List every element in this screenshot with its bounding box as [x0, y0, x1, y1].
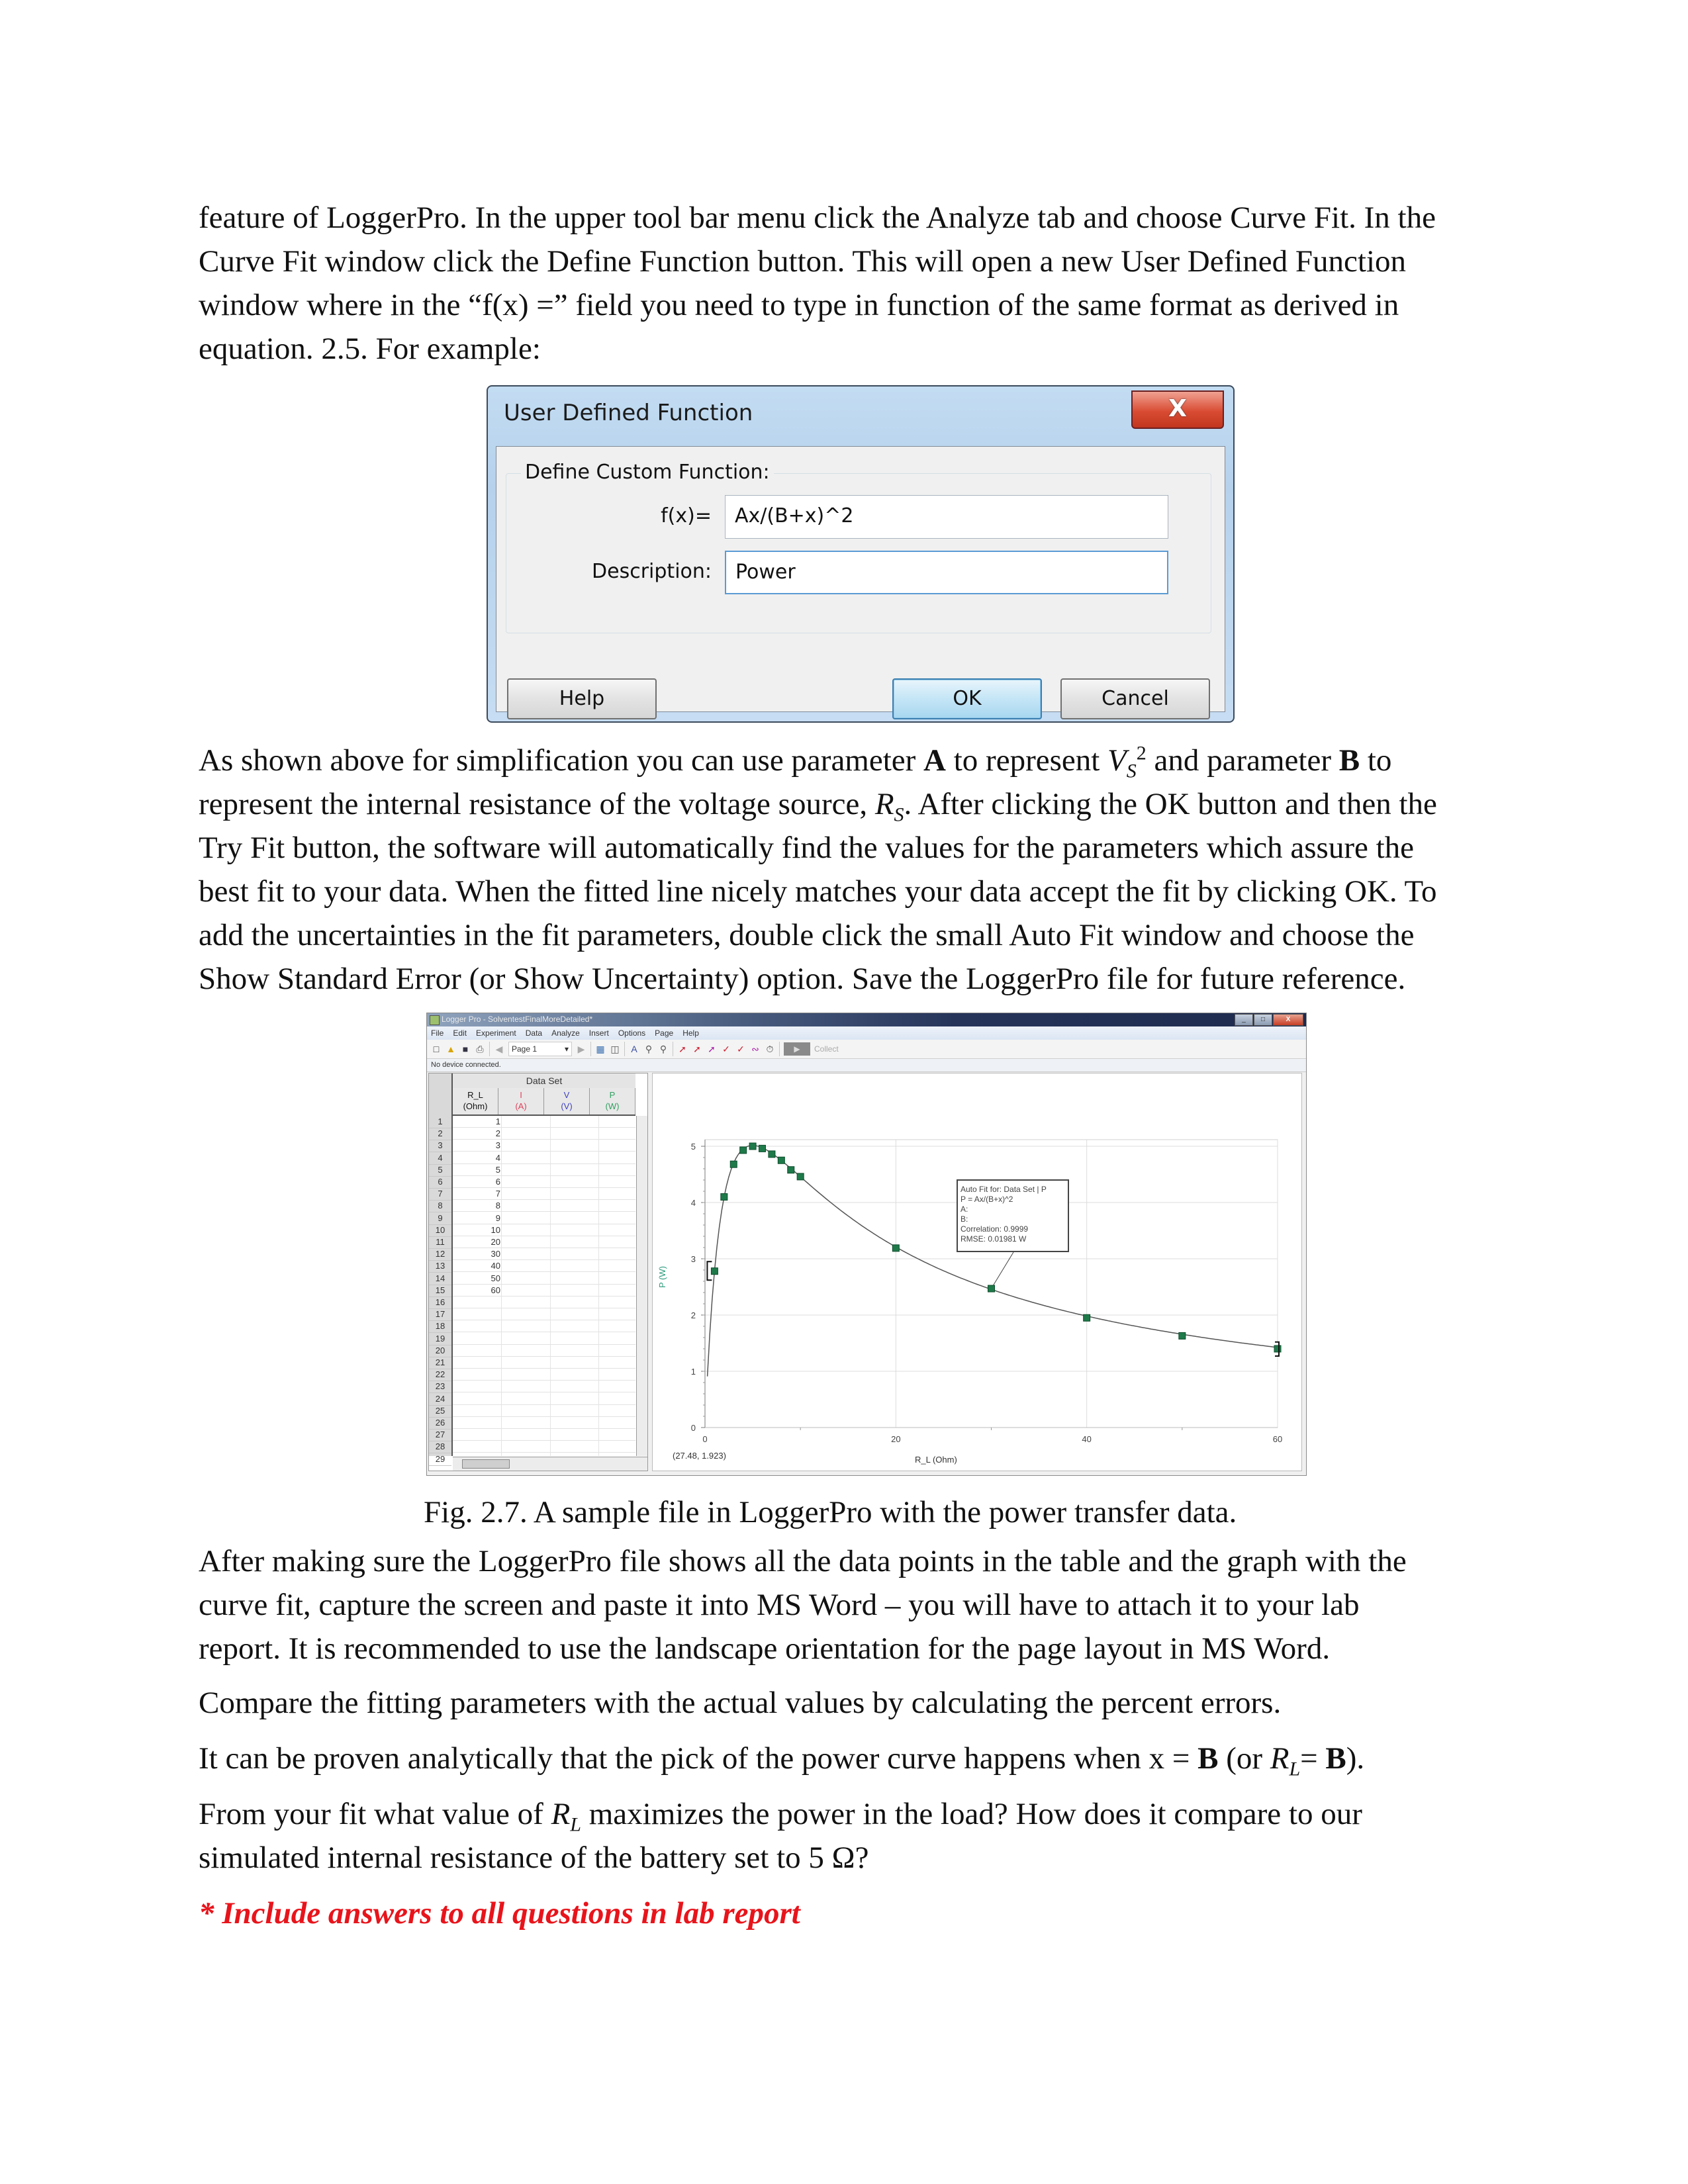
row-number[interactable]: 21 [429, 1357, 451, 1369]
text: represent the internal resistance of the voltage source, [199, 787, 875, 821]
param-b: B [1197, 1741, 1219, 1776]
description-input[interactable]: Power [725, 551, 1168, 594]
fit-title: Auto Fit for: Data Set | P [961, 1185, 1047, 1194]
column-headers [453, 1088, 635, 1116]
text: = [1300, 1741, 1326, 1776]
table-icon[interactable]: ▦ [596, 1044, 605, 1054]
print-icon[interactable]: ⎙ [476, 1044, 484, 1054]
table-cell[interactable]: 9 [495, 1212, 500, 1223]
zoom-in-icon[interactable]: ⚲ [645, 1044, 653, 1054]
row-number[interactable]: 12 [429, 1248, 451, 1261]
row-number[interactable]: 10 [429, 1224, 451, 1237]
text: . After clicking the OK button and then the [904, 787, 1437, 821]
column-header-v[interactable] [544, 1088, 590, 1115]
fit-rmse: RMSE: 0.01981 W [961, 1234, 1027, 1244]
subscript: L [570, 1813, 581, 1836]
next-page-icon[interactable]: ▶ [577, 1044, 585, 1054]
row-gridline [453, 1452, 635, 1453]
close-icon: X [1168, 395, 1187, 422]
table-cell[interactable]: 3 [495, 1140, 500, 1151]
column-header-rl[interactable] [453, 1088, 498, 1115]
text-line [199, 739, 1516, 782]
minimize-button[interactable]: _ [1235, 1014, 1253, 1026]
text-line: Curve Fit window click the Define Function button. This will open a new User Defined Function [199, 244, 1407, 279]
table-cell[interactable]: 6 [495, 1177, 500, 1187]
row-number[interactable]: 15 [429, 1285, 451, 1297]
column-unit: (W) [605, 1101, 620, 1111]
column-name: I [520, 1090, 522, 1100]
menu-bar [427, 1026, 1306, 1040]
data-point [1179, 1332, 1186, 1339]
toolbar [427, 1040, 1306, 1059]
data-point [1274, 1345, 1281, 1352]
row-number[interactable]: 9 [429, 1212, 451, 1225]
table-cell[interactable]: 7 [495, 1189, 500, 1199]
cancel-button[interactable]: Cancel [1060, 678, 1210, 719]
text: (or [1218, 1741, 1270, 1776]
y-tick-label: 0 [690, 1423, 696, 1433]
rs-symbol [874, 787, 904, 826]
column-unit: (Ohm) [463, 1101, 488, 1111]
y-axis-label[interactable]: P (W) [657, 1266, 667, 1288]
data-table [428, 1073, 648, 1471]
text: to [1360, 743, 1392, 778]
scrollbar-thumb[interactable] [462, 1459, 510, 1469]
explanation-paragraph [199, 739, 1516, 1001]
rl-symbol [551, 1797, 581, 1836]
param-a: A [923, 743, 946, 778]
autoscale-icon[interactable]: A [631, 1044, 637, 1054]
text: R [551, 1797, 571, 1831]
column-unit: (A) [515, 1101, 527, 1111]
column-divider [598, 1116, 599, 1456]
table-cell[interactable]: 60 [491, 1285, 500, 1295]
meter-icon[interactable]: ◫ [610, 1044, 620, 1054]
row-number-column [429, 1073, 453, 1464]
y-tick-label: 4 [690, 1198, 696, 1208]
text-line: After making sure the LoggerPro file shows all the data points in the table and the graph with the [199, 1544, 1407, 1578]
close-button[interactable] [1131, 390, 1224, 429]
column-unit: (V) [561, 1101, 573, 1111]
data-point [769, 1151, 775, 1158]
row-number[interactable]: 29 [429, 1453, 451, 1466]
table-cell[interactable]: 8 [495, 1201, 500, 1211]
row-number[interactable]: 23 [429, 1381, 451, 1393]
menu-data[interactable]: Data [525, 1028, 543, 1038]
data-point [788, 1167, 794, 1173]
fx-label: f(x)= [661, 504, 712, 527]
subscript: S [1126, 760, 1137, 782]
superscript: 2 [1136, 742, 1147, 764]
row-number[interactable]: 24 [429, 1393, 451, 1406]
data-point [778, 1157, 784, 1163]
column-name: P [609, 1090, 616, 1100]
text: V [1107, 743, 1127, 778]
text-line: curve fit, capture the screen and paste it into MS Word – you will have to attach it to your lab [199, 1588, 1360, 1622]
table-cell[interactable]: 40 [491, 1261, 500, 1271]
x-tick-label: 40 [1082, 1434, 1092, 1444]
y-tick-label: 5 [690, 1142, 696, 1152]
row-number[interactable]: 19 [429, 1333, 451, 1345]
text-line [199, 1737, 1516, 1780]
dataset-header: Data Set [453, 1073, 635, 1089]
row-number[interactable]: 13 [429, 1260, 451, 1273]
toolbar-separator [624, 1042, 625, 1056]
text: From your fit what value of [199, 1797, 551, 1831]
subscript: L [1289, 1758, 1301, 1780]
window-title-bar [427, 1013, 1306, 1026]
row-number[interactable]: 3 [429, 1140, 451, 1152]
column-name: R_L [467, 1090, 483, 1100]
row-number[interactable]: 4 [429, 1152, 451, 1165]
define-custom-function-group [506, 461, 1211, 633]
compare-paragraph [199, 1681, 1516, 1725]
y-tick-label: 2 [690, 1310, 696, 1320]
text: It can be proven analytically that the pick of the power curve happens when x = [199, 1741, 1198, 1776]
group-label: Define Custom Function: [521, 461, 774, 484]
menu-experiment[interactable]: Experiment [476, 1028, 516, 1038]
table-cell[interactable]: 50 [491, 1273, 500, 1283]
new-file-icon[interactable]: □ [433, 1044, 440, 1054]
figure-caption [424, 1490, 1350, 1534]
row-gridline [453, 1440, 635, 1441]
table-cell[interactable]: 10 [491, 1224, 500, 1235]
row-number[interactable]: 27 [429, 1429, 451, 1441]
tangent-icon[interactable]: ➚ [693, 1044, 701, 1054]
column-divider [550, 1116, 551, 1456]
user-defined-function-dialog [487, 385, 1235, 723]
row-number[interactable]: 16 [429, 1297, 451, 1309]
text-line: report. It is recommended to use the landscape orientation for the page layout in MS Word. [199, 1631, 1331, 1666]
caption-text: Fig. 2.7. A sample file in LoggerPro with the power transfer data. [424, 1495, 1237, 1529]
fit-param-b: B: [961, 1214, 968, 1224]
row-number[interactable]: 7 [429, 1188, 451, 1201]
prev-page-icon[interactable]: ◀ [495, 1044, 503, 1054]
row-number[interactable]: 6 [429, 1176, 451, 1189]
param-b: B [1325, 1741, 1346, 1776]
chevron-down-icon: ▾ [564, 1044, 569, 1054]
menu-help[interactable]: Help [682, 1028, 699, 1038]
examine-icon[interactable]: ➚ [679, 1044, 686, 1054]
column-header-i[interactable] [498, 1088, 544, 1115]
subscript: S [894, 803, 904, 826]
row-gridline [453, 1368, 635, 1369]
column-header-p[interactable] [590, 1088, 635, 1115]
fit-correlation: Correlation: 0.9999 [961, 1224, 1029, 1234]
text: maximizes the power in the load? How does it compare to our [581, 1797, 1362, 1831]
x-axis-label[interactable]: R_L (Ohm) [915, 1455, 957, 1465]
peak-paragraph [199, 1737, 1516, 1780]
row-number[interactable]: 8 [429, 1200, 451, 1212]
text-line: feature of LoggerPro. In the upper tool bar menu click the Analyze tab and choose Curve Fit. In the [199, 201, 1436, 235]
open-folder-icon[interactable]: ▲ [446, 1044, 455, 1054]
data-point [797, 1173, 804, 1180]
menu-edit[interactable]: Edit [453, 1028, 467, 1038]
text-line: window where in the “f(x) =” field you need to type in function of the same format as derived in [199, 288, 1399, 322]
text-line: Try Fit button, the software will automatically find the values for the parameters which assure the [199, 831, 1415, 865]
menu-analyze[interactable]: Analyze [551, 1028, 580, 1038]
row-number[interactable]: 17 [429, 1308, 451, 1321]
integral-icon[interactable]: ➚ [708, 1044, 716, 1054]
vs-symbol [1107, 743, 1137, 782]
text: R [1270, 1741, 1289, 1776]
menu-options[interactable]: Options [618, 1028, 646, 1038]
after-paragraph [199, 1539, 1516, 1670]
row-gridline [453, 1344, 635, 1345]
data-point [1084, 1314, 1090, 1321]
row-number[interactable]: 18 [429, 1320, 451, 1333]
intro-paragraph [199, 196, 1516, 371]
toolbar-separator [489, 1042, 490, 1056]
rl-symbol [1270, 1741, 1301, 1780]
table-cell[interactable]: 2 [495, 1128, 500, 1139]
text-line: add the uncertainties in the fit parameters, double click the small Auto Fit window and choose the [199, 918, 1415, 952]
save-icon[interactable]: ■ [462, 1044, 469, 1054]
page-select-value: Page 1 [512, 1044, 538, 1054]
fx-input[interactable]: Ax/(B+x)^2 [725, 495, 1168, 539]
data-point [759, 1145, 766, 1152]
app-icon [430, 1015, 440, 1025]
x-tick-label: 20 [891, 1434, 901, 1444]
device-status: No device connected. [427, 1059, 1306, 1072]
linear-fit-icon[interactable]: ✓ [737, 1044, 745, 1054]
data-point [721, 1194, 727, 1201]
row-number[interactable]: 14 [429, 1273, 451, 1285]
row-number[interactable]: 22 [429, 1369, 451, 1381]
fit-param-a: A: [961, 1205, 968, 1214]
stats-icon[interactable]: ✓ [722, 1044, 730, 1054]
param-b: B [1338, 743, 1360, 778]
table-horizontal-scrollbar[interactable] [453, 1457, 647, 1471]
collect-label: Collect [814, 1044, 839, 1054]
text-line: Compare the fitting parameters with the actual values by calculating the percent errors. [199, 1686, 1282, 1720]
power-graph [653, 1073, 1283, 1471]
coordinate-readout: (27.48, 1.923) [673, 1451, 726, 1461]
table-cells [453, 1116, 635, 1456]
text: ). [1346, 1741, 1365, 1776]
restore-button[interactable]: □ [1254, 1014, 1272, 1026]
toolbar-separator [590, 1042, 591, 1056]
table-cell[interactable]: 5 [495, 1164, 500, 1175]
loggerpro-window [426, 1013, 1307, 1476]
row-gridline [453, 1380, 635, 1381]
row-number[interactable]: 11 [429, 1236, 451, 1249]
collect-button[interactable]: ▶ [784, 1042, 810, 1056]
text: As shown above for simplification you can use parameter [199, 743, 924, 778]
table-cell[interactable]: 1 [495, 1116, 500, 1126]
data-point [988, 1285, 995, 1292]
note-text: * Include answers to all questions in lab report [199, 1896, 800, 1931]
table-cell[interactable]: 30 [491, 1249, 500, 1259]
data-point [892, 1245, 899, 1251]
window-title: Logger Pro - SolventestFinalMoreDetailed* [442, 1015, 593, 1024]
data-point [749, 1143, 756, 1150]
timer-icon[interactable]: ⏱ [766, 1044, 774, 1054]
row-number[interactable]: 25 [429, 1405, 451, 1418]
row-number[interactable]: 2 [429, 1128, 451, 1140]
data-point [740, 1147, 747, 1154]
text-line: simulated internal resistance of the battery set to 5 Ω? [199, 1841, 869, 1875]
menu-page[interactable]: Page [655, 1028, 674, 1038]
row-number[interactable]: 20 [429, 1345, 451, 1357]
row-number[interactable]: 1 [429, 1116, 451, 1128]
row-gridline [453, 1428, 635, 1429]
menu-file[interactable]: File [431, 1028, 444, 1038]
text: to represent [946, 743, 1108, 778]
table-cell[interactable]: 4 [495, 1152, 500, 1163]
y-tick-label: 1 [690, 1367, 696, 1377]
row-number[interactable]: 28 [429, 1441, 451, 1453]
row-gridline [453, 1404, 635, 1405]
row-number[interactable]: 26 [429, 1417, 451, 1430]
data-point [711, 1268, 718, 1275]
text-line: best fit to your data. When the fitted line nicely matches your data accept the fit by clicking OK. To [199, 874, 1437, 909]
dialog-body [496, 446, 1225, 712]
dialog-title: User Defined Function [504, 400, 753, 426]
x-tick-label: 60 [1272, 1434, 1283, 1444]
table-cell[interactable]: 20 [491, 1237, 500, 1247]
text-line [199, 782, 1516, 826]
y-tick-label: 3 [690, 1254, 696, 1264]
close-button[interactable]: X [1273, 1014, 1303, 1026]
toolbar-separator [779, 1042, 780, 1056]
column-name: V [563, 1090, 570, 1100]
fit-equation: P = Ax/(B+x)^2 [961, 1195, 1013, 1204]
text-line: equation. 2.5. For example: [199, 332, 541, 366]
text-line [199, 1792, 1516, 1836]
column-divider [501, 1116, 502, 1456]
data-point [730, 1161, 737, 1167]
zoom-out-icon[interactable]: ⚲ [659, 1044, 667, 1054]
page-select[interactable] [508, 1042, 572, 1056]
auto-fit-box[interactable] [957, 1179, 1069, 1252]
x-tick-label: 0 [702, 1434, 708, 1444]
table-vertical-scrollbar[interactable] [636, 1116, 647, 1456]
ok-button[interactable]: OK [892, 678, 1042, 719]
graph-panel[interactable] [652, 1073, 1302, 1471]
text: R [874, 787, 894, 821]
row-gridline [453, 1356, 635, 1357]
lab-report-note [199, 1891, 1516, 1935]
help-button[interactable]: Help [507, 678, 657, 719]
question-paragraph [199, 1792, 1516, 1880]
curve-fit-icon[interactable]: ∾ [751, 1044, 759, 1054]
window-controls [1235, 1014, 1303, 1025]
row-number[interactable]: 5 [429, 1164, 451, 1177]
menu-insert[interactable]: Insert [588, 1028, 609, 1038]
description-label: Description: [592, 560, 712, 583]
text-line: Show Standard Error (or Show Uncertainty) option. Save the LoggerPro file for future reference. [199, 962, 1406, 996]
text: and parameter [1146, 743, 1339, 778]
row-gridline [453, 1416, 635, 1417]
